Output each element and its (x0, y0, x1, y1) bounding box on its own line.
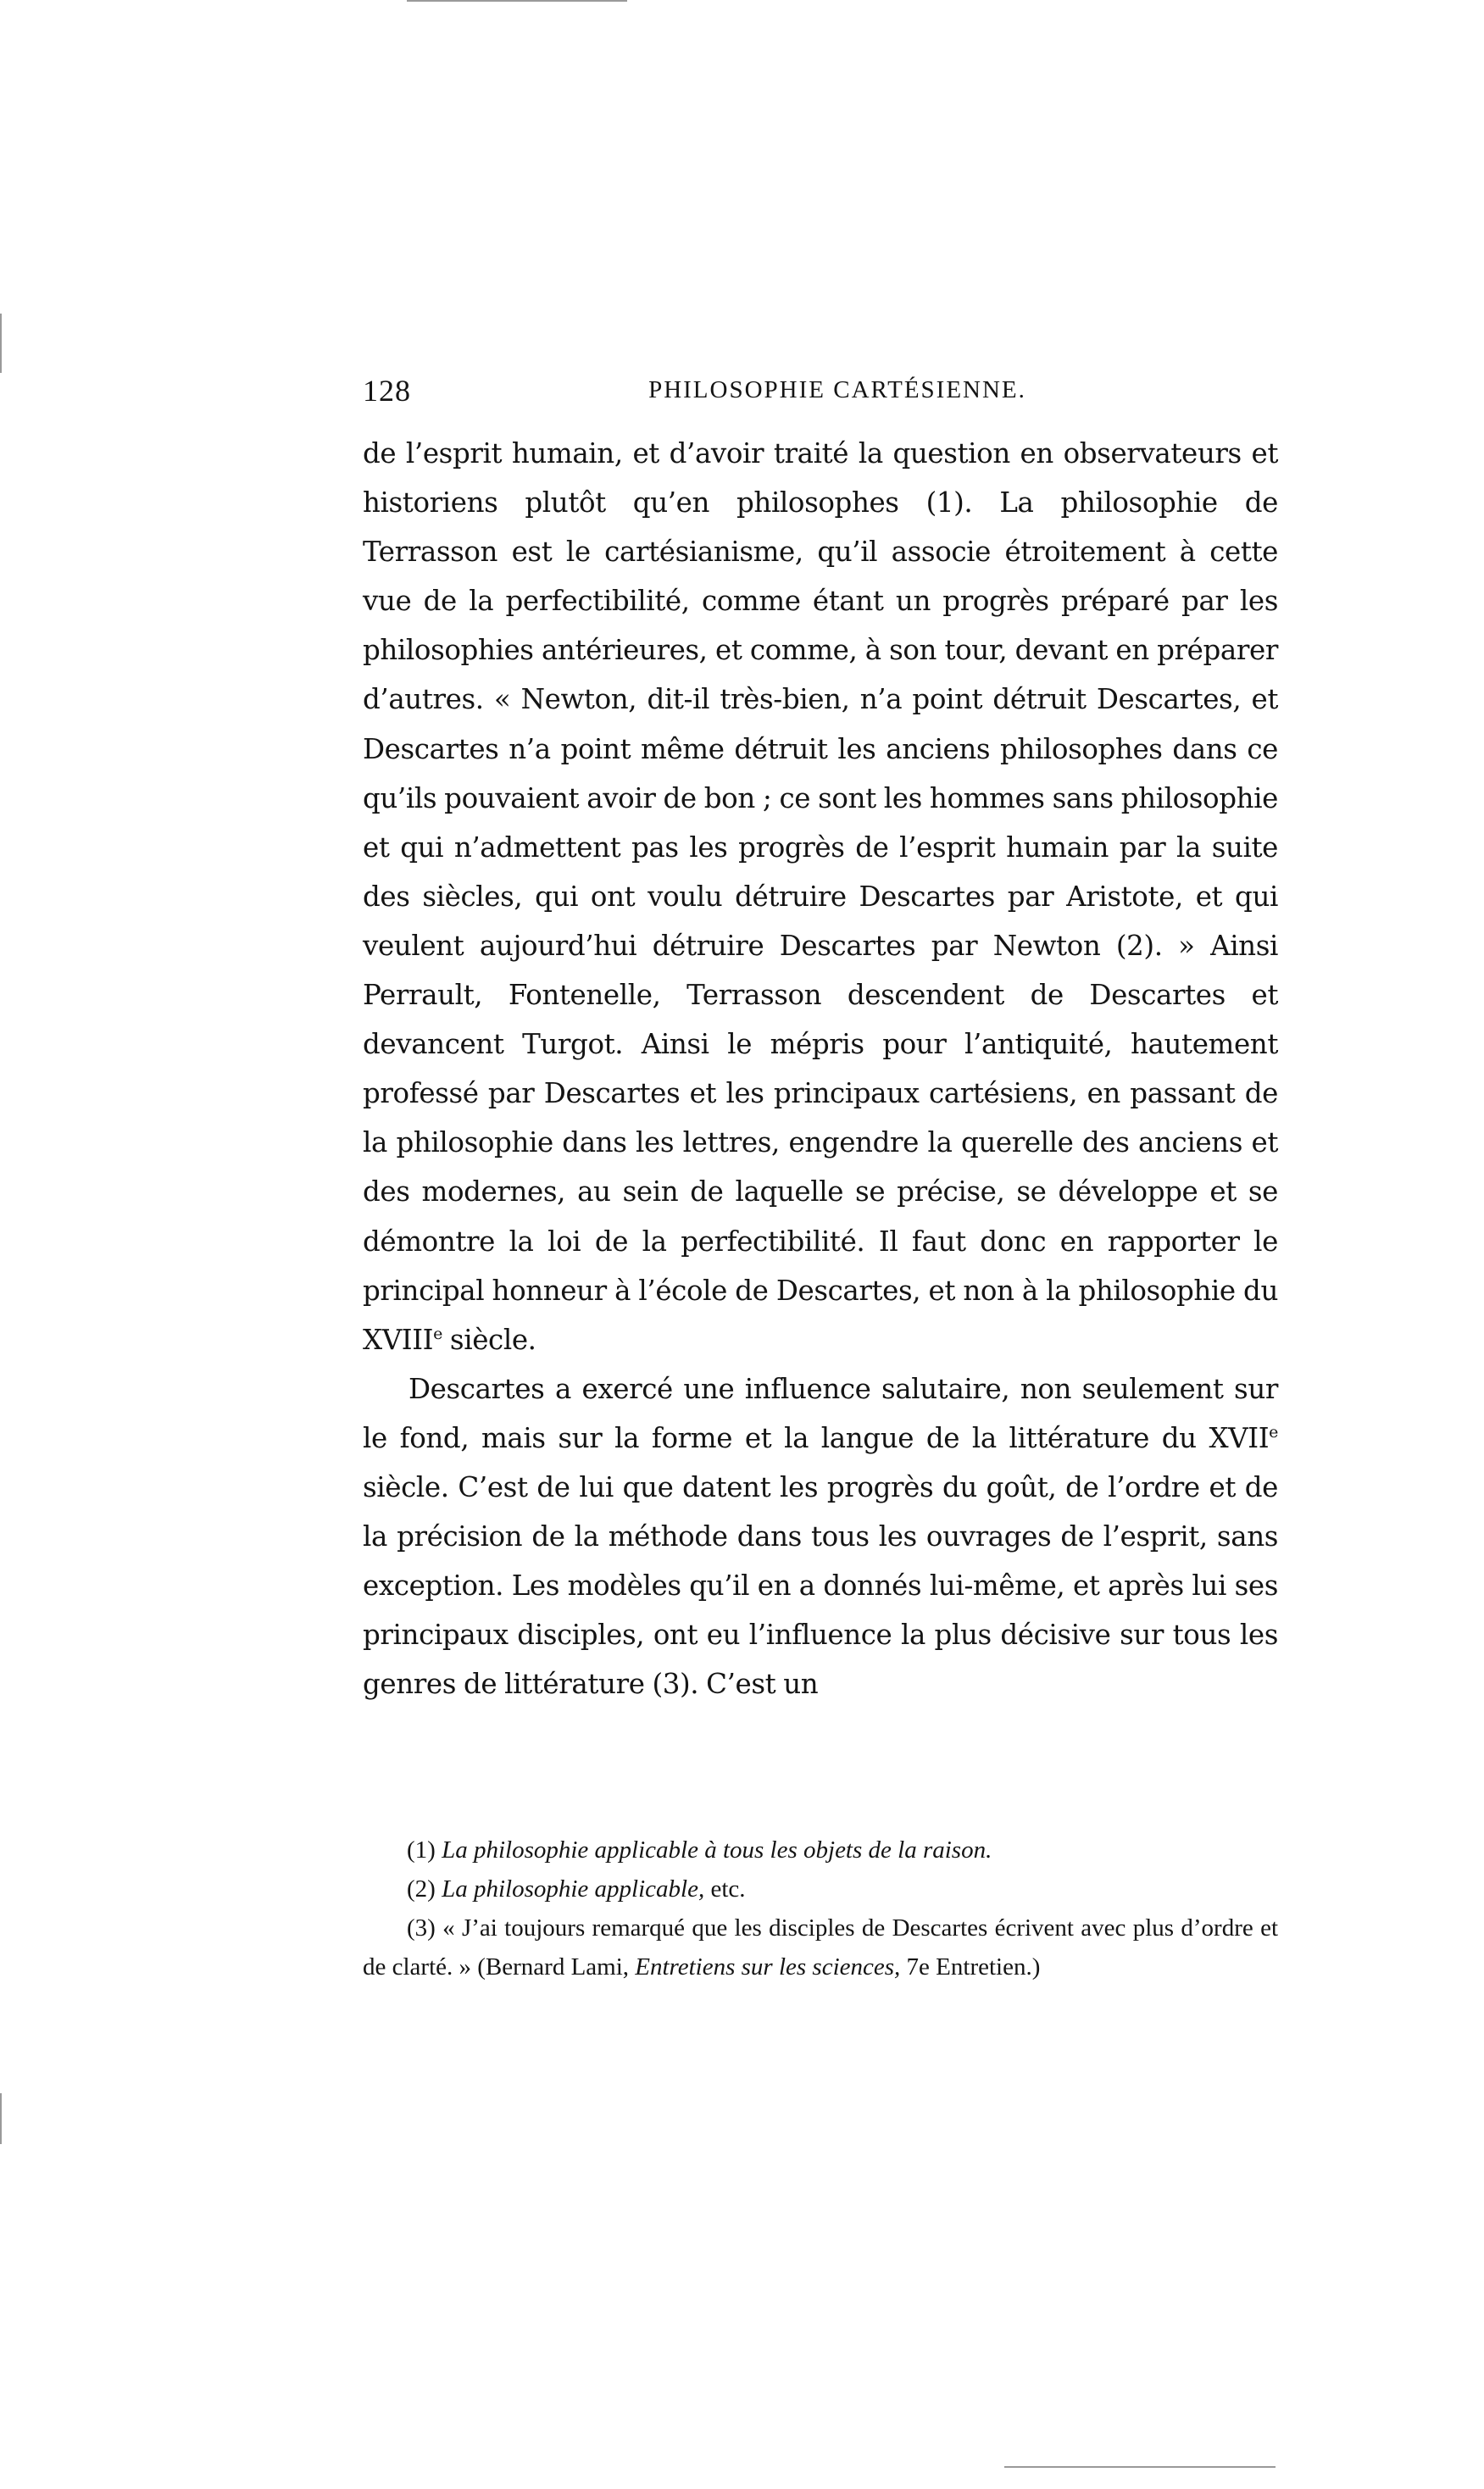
paragraph-2-text-b: siècle. C’est de lui que datent les progrès du goût, de l’ordre et de la précision de la méthode dans tous les ouvrages de l’esprit, sans exception. Les modèles qu’il en a donnés lui-même, et après lui ses principaux disciples, ont eu l’influence la plus décisive sur tous les genres de littérature (3). C’est un (363, 1470, 1278, 1701)
footnote-3-end: 7e Entretien.) (906, 1953, 1041, 1981)
scan-edge-mark-left-1 (0, 314, 2, 373)
footnote-2 (363, 1870, 1278, 1908)
paragraph-1 (363, 429, 1278, 1364)
footnote-3 (363, 1908, 1278, 1986)
paragraph-2 (363, 1364, 1278, 1709)
footnote-3-text: « J’ai toujours remarqué que les disciples de Descartes écrivent avec plus d’ordre et de clarté. » (Bernard Lami, (363, 1914, 1278, 1981)
footnote-2-rest: etc. (710, 1875, 746, 1903)
century-xviii: XVIIIe (363, 1323, 442, 1356)
running-title: PHILOSOPHIE CARTÉSIENNE. (648, 376, 1026, 403)
paragraph-1-end: siècle. (449, 1323, 536, 1356)
footnote-1-title: La philosophie applicable à tous les objets de la raison. (442, 1836, 992, 1864)
paragraph-1-text: de l’esprit humain, et d’avoir traité la question en observateurs et historiens plutôt qu’en philosophes (1). La philosophie de Terrasson est le cartésianisme, qu’il associe étroitement à cette vue de la perfectibilité, comme étant un progrès préparé par les philosophies antérieures, et comme, à son tour, devant en préparer d’autres. « Newton, dit-il très-bien, n’a point détruit Descartes, et Descartes n’a point même détruit les anciens philosophes dans ce qu’ils pouvaient avoir de bon ; ce sont les hommes sans philosophie et qui n’admettent pas les progrès de l’esprit humain par la suite des siècles, qui ont voulu détruire Descartes par Aristote, et qui veulent aujourd’hui détruire Descartes par Newton (2). » Ainsi Perrault, Fontenelle, Terrasson descendent de Descartes et devancent Turgot. Ainsi le mépris pour l’antiquité, hautement professé par Descartes et les principaux cartésiens, en passant de la philosophie dans les lettres, engendre la querelle des anciens et des modernes, au sein de laquelle se précise, se développe et se démontre la loi de la perfectibilité. Il faut donc en rapporter le principal honneur à l’école de Descartes, et non à la philosophie du (363, 437, 1278, 1307)
paragraph-2-text-a: Descartes a exercé une influence salutaire, non seulement sur le fond, mais sur la forme et la langue de la littérature du (363, 1372, 1278, 1454)
century-xvii: XVIIe (1209, 1421, 1278, 1454)
footnotes (363, 1831, 1278, 1986)
main-text (363, 429, 1278, 1708)
footnote-2-title: La philosophie applicable, (442, 1875, 705, 1903)
footnote-3-title: Entretiens sur les sciences, (635, 1953, 901, 1981)
scan-edge-mark-bottom (1004, 2466, 1276, 2468)
page-number: 128 (363, 374, 411, 408)
footnote-3-mark: (3) (407, 1914, 436, 1942)
footnote-1-mark: (1) (407, 1836, 436, 1864)
footnote-2-mark: (2) (407, 1875, 436, 1903)
scan-edge-mark-left-2 (0, 2093, 2, 2144)
scan-edge-mark-top (407, 0, 627, 2)
footnote-1 (363, 1831, 1278, 1870)
page-header (363, 373, 1278, 424)
